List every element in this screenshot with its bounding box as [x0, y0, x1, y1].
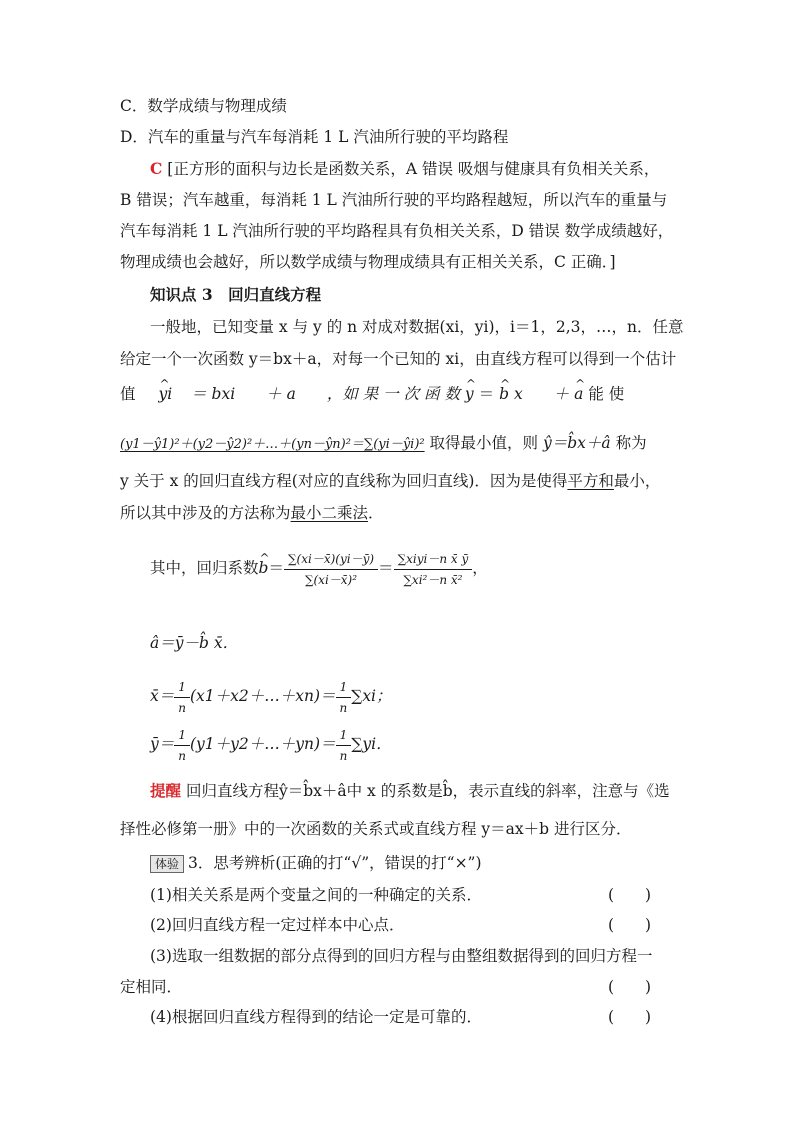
xbar-frac-den: n [178, 700, 186, 715]
tip-text-1: 回归直线方程ŷ＝b̂x＋â中 x 的系数是b̂，表示直线的斜率，注意与《选 [185, 782, 670, 800]
coef-f2-den: ∑xi²－n x̄² [403, 572, 463, 587]
answer-line-4: 物理成绩也会越好，所以数学成绩与物理成绩具有正相关关系，C 正确．] [120, 253, 616, 271]
para-l6e: ． [368, 504, 384, 522]
xbar-frac-2 [336, 677, 352, 718]
xbar-frac2-num: 1 [336, 677, 352, 698]
ybar-frac-num: 1 [174, 725, 190, 746]
para-l6: 所以其中涉及的方法称为 [120, 504, 291, 522]
para-line-4 [120, 432, 647, 456]
para-l4b: 取得最小值，则 [429, 434, 539, 452]
ybar-frac [174, 725, 190, 766]
answer-line-2: B 错误；汽车越重，每消耗 1 L 汽油所行驶的平均路程越短，所以汽车的重量与 [120, 191, 668, 209]
coef-bhat: ^ b [259, 545, 269, 591]
para-line-5 [120, 470, 660, 492]
tip-line-1 [150, 780, 670, 802]
term-least-squares: 最小二乘法 [290, 504, 369, 522]
sum-of-squares: (y1－ŷ1)²＋(y2－ŷ2)²＋…＋(yn－ŷn)²＝∑(yi－ŷi)² [120, 437, 425, 452]
exercise-heading-text: 3．思考辨析(正确的打“√”，错误的打“×”) [188, 854, 482, 872]
tip-label: 提醒 [150, 781, 182, 800]
para-line-1: 一般地，已知变量 x 与 y 的 n 对成对数据(xi，yi)，i＝1，2,3，…，n．任意 [150, 318, 684, 336]
para-l4d: 称为 [615, 434, 647, 452]
x-bar-formula [150, 676, 392, 718]
para-l3c: ＝ bxi ＋ a ，如 果 一 次 函 数 [191, 385, 460, 403]
xbar-frac-num: 1 [174, 677, 190, 698]
para-l3b: ^ yi [158, 383, 172, 405]
para-l3h: ^ a [574, 383, 583, 405]
exercise-item-2: (2)回归直线方程一定过样本中心点． [150, 916, 405, 934]
para-line-3 [120, 383, 624, 405]
ybar-lhs: ȳ＝ [150, 735, 175, 753]
para-l3g: x ＋ [513, 385, 570, 403]
y-bar-formula [150, 724, 392, 766]
coef-intro: 其中，回归系数 [150, 559, 259, 577]
exercise-item-3: (3)选取一组数据的部分点得到的回归方程与由整组数据得到的回归方程一 [150, 947, 653, 965]
para-l3a: 值 [120, 385, 136, 403]
answer-blank-1[interactable]: ( ) [608, 886, 652, 904]
knowledge-title: 知识点 3 回归直线方程 [150, 285, 322, 304]
answer-blank-3[interactable]: ( ) [608, 978, 652, 996]
ybar-frac-den: n [178, 748, 186, 763]
coef-formula: 其中，回归系数^ b＝ $\frac{\sum(xi-x̄)(yi-ȳ)}{\text{∑(xi－x̄)²}}$ ＝ $\frac{\text{∑xiyi－n x̄ ȳ}}{\text{∑xi²－n x̄²}}$ ， [150, 545, 488, 591]
regression-eq: ŷ＝b̂x＋â [543, 434, 611, 452]
answer-blank-2[interactable]: ( ) [608, 916, 652, 934]
ybar-frac-2 [336, 725, 352, 766]
coef-fraction-2 [394, 549, 473, 590]
para-line-6 [120, 502, 384, 524]
para-l3d: ^ y [465, 383, 474, 405]
xbar-mid: (x1＋x2＋…＋xn)＝ [189, 687, 336, 705]
answer-blank-4[interactable]: ( ) [608, 1008, 652, 1026]
answer-line-1 [150, 158, 659, 180]
xbar-end: ∑xi； [351, 687, 392, 705]
ybar-frac2-den: n [339, 748, 348, 763]
answer-line-3: 汽车每消耗 1 L 汽油所行驶的平均路程具有负相关关系，D 错误 数学成绩越好， [120, 222, 674, 240]
ybar-mid: (y1＋y2＋…＋yn)＝ [190, 735, 336, 753]
para-line-2: 给定一个一次函数 y＝bx＋a，对每一个已知的 xi，由直线方程可以得到一个估计 [120, 350, 677, 368]
coef-fraction-1 [284, 549, 378, 590]
para-l5e: 最小， [613, 472, 661, 490]
coef-f2-num: ∑xiyi－n x̄ ȳ [394, 549, 473, 570]
answer-text-1: [正方形的面积与边长是函数关系，A 错误 吸烟与健康具有负相关关系， [167, 160, 660, 178]
exercise-tag: 体验 [150, 855, 184, 873]
xbar-frac [174, 677, 190, 718]
para-l3f: ^ b [499, 383, 509, 405]
exercise-item-3-cont: 定相同． [120, 978, 183, 996]
term-sum-of-squares: 平方和 [567, 472, 614, 490]
para-l5: y 关于 x 的回归直线方程(对应的直线称为回归直线)．因为是使得 [120, 472, 568, 490]
tip-line-2: 择性必修第一册》中的一次函数的关系式或直线方程 y＝ax＋b 进行区分． [120, 820, 632, 838]
coef-f1-num: ∑(xi－x̄)(yi－ȳ) [284, 549, 378, 570]
option-d: D．汽车的重量与汽车每消耗 1 L 汽油所行驶的平均路程 [120, 128, 509, 146]
exercise-item-4: (4)根据回归直线方程得到的结论一定是可靠的． [150, 1008, 482, 1026]
xbar-frac2-den: n [339, 700, 348, 715]
ybar-end: ∑yi． [351, 735, 392, 753]
a-hat-formula: â＝ȳ－b̂ x̄． [150, 634, 239, 652]
coef-f1-den: ∑(xi－x̄)² [304, 572, 358, 587]
coef-tail: ， [472, 559, 488, 577]
para-l3e: ＝ [478, 385, 495, 403]
exercise-item-1: (1)相关关系是两个变量之间的一种确定的关系． [150, 886, 482, 904]
para-l3i: 能 使 [588, 385, 625, 403]
xbar-lhs: x̄＝ [150, 687, 175, 705]
ybar-frac2-num: 1 [336, 725, 352, 746]
answer-letter: C [150, 159, 163, 178]
option-c: C．数学成绩与物理成绩 [120, 97, 287, 115]
exercise-heading [150, 852, 482, 874]
